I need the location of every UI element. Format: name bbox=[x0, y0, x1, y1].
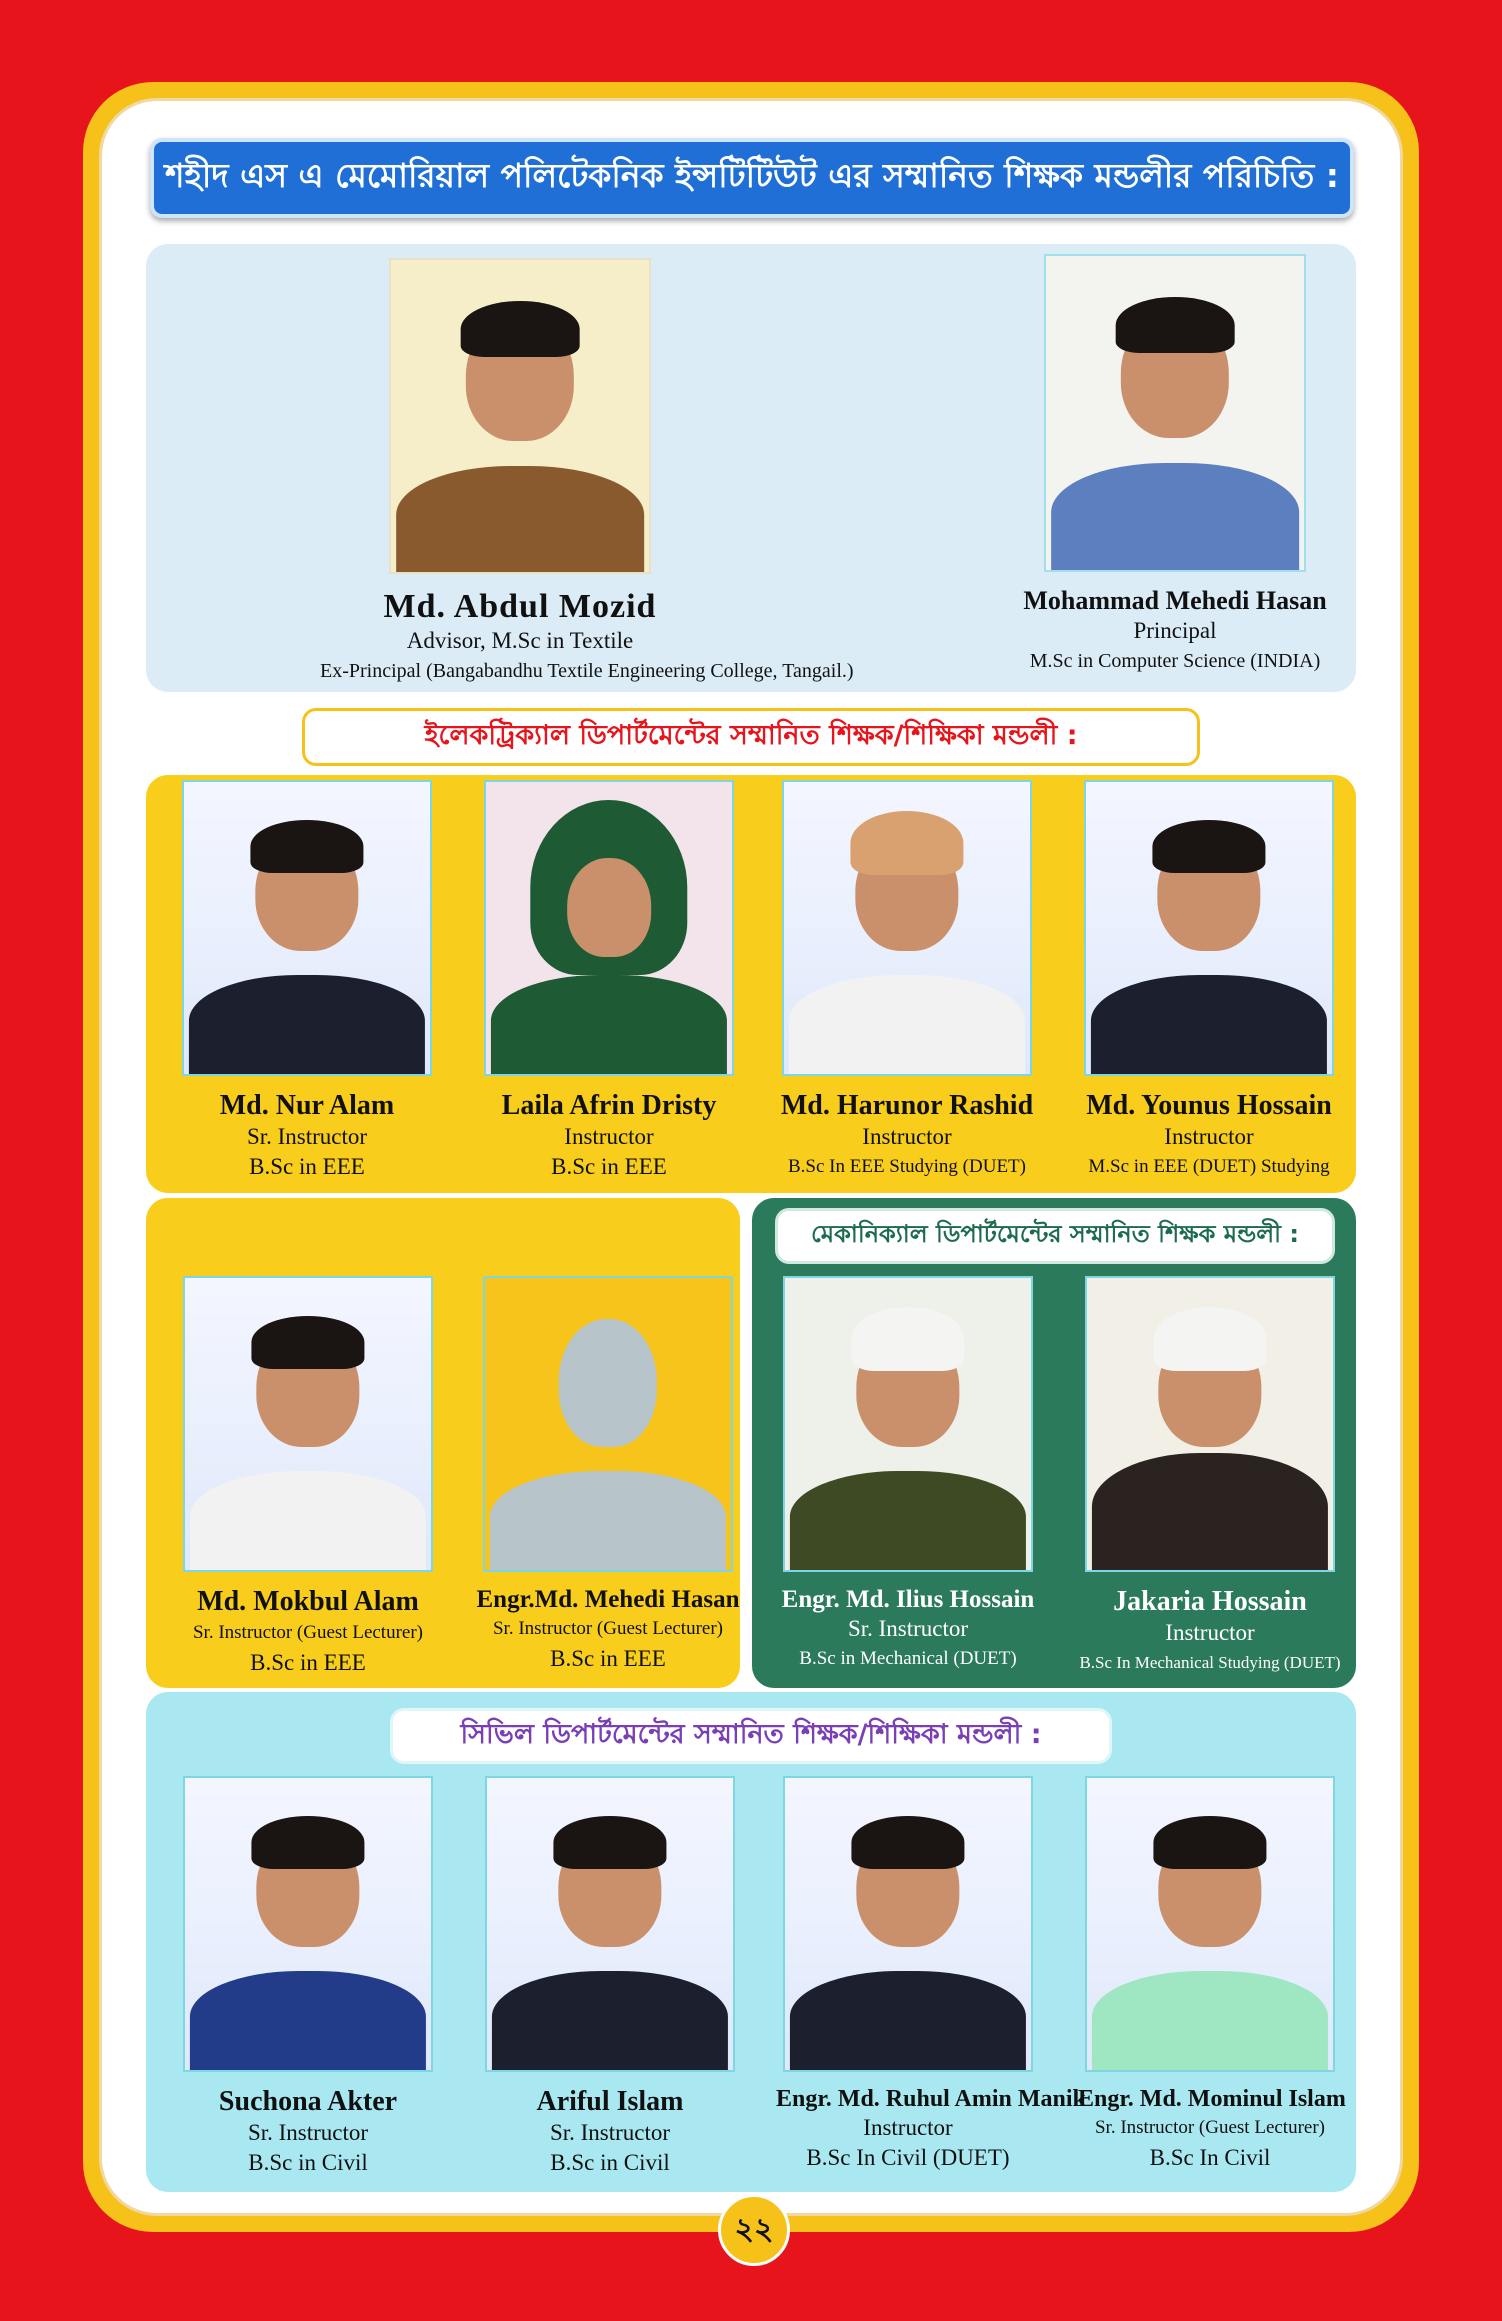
electrical-heading: ইলেকট্রিক্যাল ডিপার্টমেন্টের সম্মানিত শিক্ষক/শিক্ষিকা মন্ডলী : bbox=[302, 708, 1200, 766]
teacher-role: Instructor bbox=[862, 1124, 952, 1149]
teacher-card bbox=[776, 1276, 1040, 1674]
teacher-name: Engr. Md. Ilius Hossain bbox=[781, 1586, 1035, 1613]
teacher-card bbox=[175, 780, 439, 1182]
teacher-note: Ex-Principal (Bangabandhu Textile Engineering College, Tangail.) bbox=[320, 660, 854, 682]
teacher-photo bbox=[1085, 1776, 1335, 2072]
teacher-degree: M.Sc in Computer Science (INDIA) bbox=[1029, 650, 1321, 672]
teacher-role: Instructor bbox=[863, 2115, 953, 2140]
teacher-role: Sr. Instructor bbox=[549, 2120, 671, 2145]
teacher-degree: M.Sc in EEE (DUET) Studying bbox=[1088, 1156, 1330, 1177]
teacher-degree: B.Sc in Civil bbox=[248, 2150, 368, 2175]
teacher-name: Md. Abdul Mozid bbox=[383, 588, 657, 625]
teacher-name: Md. Harunor Rashid bbox=[780, 1090, 1034, 1121]
teacher-card bbox=[477, 780, 741, 1182]
teacher-photo bbox=[1044, 254, 1306, 572]
teacher-degree: B.Sc in EEE bbox=[249, 1154, 365, 1179]
teacher-role: Sr. Instructor (Guest Lecturer) bbox=[492, 1618, 724, 1639]
teacher-name: Suchona Akter bbox=[218, 2086, 398, 2117]
teacher-role: Sr. Instructor bbox=[247, 2120, 369, 2145]
page-number: ২২ bbox=[718, 2194, 790, 2266]
teacher-role: Principal bbox=[1133, 618, 1217, 643]
teacher-photo bbox=[485, 1776, 735, 2072]
teacher-card bbox=[1010, 254, 1340, 676]
teacher-photo bbox=[783, 1276, 1033, 1572]
mechanical-heading: মেকানিক্যাল ডিপার্টমেন্টের সম্মানিত শিক্ষক মন্ডলী : bbox=[775, 1208, 1335, 1264]
teacher-degree: B.Sc In EEE Studying (DUET) bbox=[787, 1156, 1026, 1177]
teacher-photo bbox=[183, 1276, 433, 1572]
teacher-name: Laila Afrin Dristy bbox=[501, 1090, 717, 1121]
teacher-photo bbox=[182, 780, 432, 1076]
teacher-degree: B.Sc In Civil (DUET) bbox=[806, 2145, 1010, 2170]
teacher-photo bbox=[389, 258, 651, 574]
teacher-role: Sr. Instructor bbox=[847, 1616, 969, 1641]
teacher-degree: B.Sc In Civil bbox=[1149, 2145, 1271, 2170]
teacher-role: Instructor bbox=[1164, 1124, 1254, 1149]
placeholder-avatar-icon bbox=[483, 1276, 733, 1572]
teacher-degree: B.Sc in EEE bbox=[551, 1154, 667, 1179]
teacher-card bbox=[1078, 1276, 1342, 1678]
teacher-photo bbox=[782, 780, 1032, 1076]
teacher-role: Advisor, M.Sc in Textile bbox=[406, 628, 634, 653]
teacher-name: Md. Younus Hossain bbox=[1086, 1090, 1332, 1121]
teacher-card bbox=[476, 1276, 740, 1674]
teacher-degree: B.Sc in EEE bbox=[250, 1650, 366, 1675]
teacher-name: Md. Nur Alam bbox=[219, 1090, 395, 1121]
teacher-degree: B.Sc In Mechanical Studying (DUET) bbox=[1079, 1653, 1341, 1672]
civil-heading: সিভিল ডিপার্টমেন্টের সম্মানিত শিক্ষক/শিক্ষিকা মন্ডলী : bbox=[390, 1708, 1112, 1764]
teacher-photo bbox=[1085, 1276, 1335, 1572]
teacher-photo bbox=[1084, 780, 1334, 1076]
teacher-card bbox=[320, 258, 854, 686]
teacher-photo bbox=[183, 1776, 433, 2072]
teacher-name: Engr. Md. Ruhul Amin Manik bbox=[776, 2086, 1086, 2112]
teacher-name: Jakaria Hossain bbox=[1113, 1586, 1307, 1617]
teacher-role: Instructor bbox=[564, 1124, 654, 1149]
teacher-card bbox=[176, 1276, 440, 1678]
teacher-degree: B.Sc in Civil bbox=[550, 2150, 670, 2175]
teacher-card bbox=[478, 1776, 742, 2178]
teacher-degree: B.Sc in EEE bbox=[550, 1646, 666, 1671]
teacher-photo bbox=[484, 780, 734, 1076]
teacher-name: Mohammad Mehedi Hasan bbox=[1023, 586, 1327, 615]
teacher-role: Instructor bbox=[1165, 1620, 1255, 1645]
teacher-card bbox=[1078, 1776, 1346, 2173]
page-title: শহীদ এস এ মেমোরিয়াল পলিটেকনিক ইন্সটিটিউট এর সম্মানিত শিক্ষক মন্ডলীর পরিচিতি : bbox=[150, 138, 1354, 218]
teacher-name: Engr.Md. Mehedi Hasan bbox=[476, 1586, 740, 1613]
teacher-degree: B.Sc in Mechanical (DUET) bbox=[799, 1648, 1017, 1669]
teacher-card bbox=[775, 780, 1039, 1182]
teacher-role: Sr. Instructor (Guest Lecturer) bbox=[1094, 2117, 1326, 2138]
teacher-name: Engr. Md. Mominul Islam bbox=[1078, 2086, 1346, 2112]
teacher-role: Sr. Instructor (Guest Lecturer) bbox=[192, 1622, 424, 1643]
teacher-card bbox=[1077, 780, 1341, 1182]
teacher-card bbox=[776, 1776, 1086, 2173]
teacher-photo bbox=[783, 1776, 1033, 2072]
teacher-name: Ariful Islam bbox=[536, 2086, 684, 2117]
teacher-card bbox=[176, 1776, 440, 2178]
teacher-role: Sr. Instructor bbox=[246, 1124, 368, 1149]
teacher-name: Md. Mokbul Alam bbox=[197, 1586, 419, 1617]
